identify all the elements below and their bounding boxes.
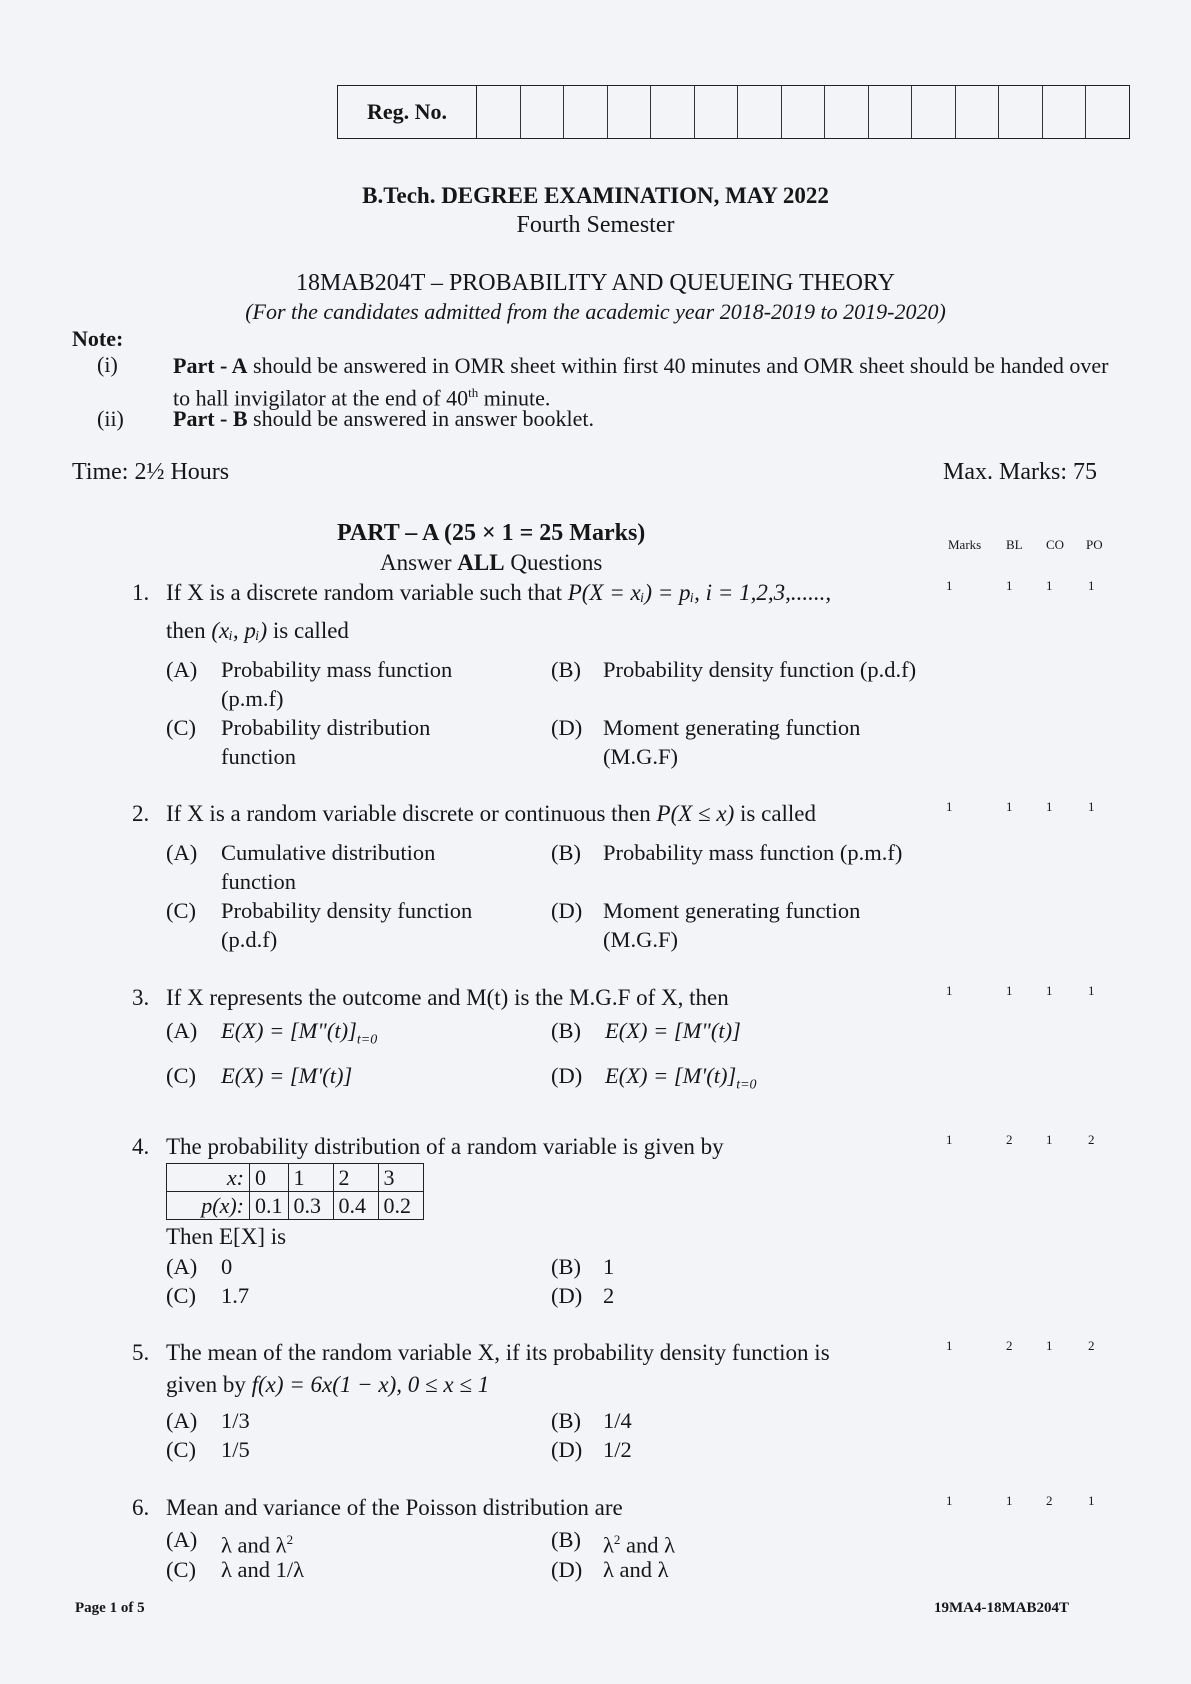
exam-title: B.Tech. DEGREE EXAMINATION, MAY 2022 bbox=[362, 183, 829, 208]
option-math bbox=[605, 1061, 757, 1100]
question-stem-line2 bbox=[166, 618, 349, 644]
option-text: E(X) = [M'(t)] bbox=[605, 1063, 737, 1088]
question-stem-line2 bbox=[166, 1372, 489, 1398]
reg-no-cell bbox=[999, 86, 1043, 138]
note-bold: Part - B bbox=[173, 406, 248, 431]
reg-no-cell bbox=[738, 86, 782, 138]
table-cell: 0.2 bbox=[378, 1192, 423, 1220]
meta-co: 1 bbox=[1046, 799, 1053, 814]
reg-no-label: Reg. No. bbox=[338, 86, 477, 138]
stem-text: is called bbox=[734, 801, 817, 826]
option-text: 1/5 bbox=[221, 1437, 250, 1462]
question-number: 6. bbox=[132, 1495, 150, 1520]
question-stem bbox=[166, 580, 831, 606]
reg-no-cell bbox=[695, 86, 739, 138]
meta-marks: 1 bbox=[946, 1338, 953, 1353]
question-number: 1. bbox=[132, 580, 150, 605]
stem-text: If X is a discrete random variable such that bbox=[166, 580, 568, 605]
option-label: (D) bbox=[551, 715, 583, 740]
option-text: Probability mass function (p.m.f) bbox=[603, 840, 903, 865]
meta-marks: 1 bbox=[946, 1493, 953, 1508]
option-text: λ and 1/λ bbox=[221, 1557, 305, 1582]
option-label: (C) bbox=[166, 898, 196, 923]
part-a-title: PART – A (25 × 1 = 25 Marks) bbox=[337, 520, 646, 546]
question-number: 5. bbox=[132, 1340, 150, 1365]
meta-co: 1 bbox=[1046, 983, 1053, 998]
option-superscript: 2 bbox=[613, 1532, 621, 1547]
table-cell: 2 bbox=[333, 1164, 378, 1192]
stem-math: f(x) = 6x(1 − x), 0 ≤ x ≤ 1 bbox=[251, 1372, 490, 1397]
option-label: (D) bbox=[551, 1557, 583, 1582]
reg-no-cell bbox=[521, 86, 565, 138]
option-label: (C) bbox=[166, 715, 196, 740]
stem-text: If X is a random variable discrete or continuous then bbox=[166, 801, 657, 826]
option-text: E(X) = [M"(t)] bbox=[221, 1018, 357, 1043]
note-text: should be answered in OMR sheet within first 40 minutes and OMR sheet should be handed over to hall invigilator at the end of 40 bbox=[173, 353, 1109, 411]
option-label: (C) bbox=[166, 1283, 196, 1308]
meta-bl: 2 bbox=[1006, 1338, 1013, 1353]
option-superscript: 2 bbox=[286, 1532, 294, 1547]
option-text: E(X) = [M'(t)] bbox=[221, 1063, 353, 1088]
reg-no-cell bbox=[608, 86, 652, 138]
meta-po: 1 bbox=[1088, 1493, 1095, 1508]
reg-no-cell bbox=[477, 86, 521, 138]
part-a-instruction bbox=[380, 550, 602, 576]
stem-math: (xᵢ, pᵢ) bbox=[211, 618, 268, 643]
page-number: Page 1 of 5 bbox=[75, 1600, 145, 1616]
meta-co: 2 bbox=[1046, 1493, 1053, 1508]
question-stem bbox=[166, 801, 816, 827]
question-stem-after: Then E[X] is bbox=[166, 1224, 287, 1249]
note-item bbox=[173, 406, 594, 432]
stem-math: P(X ≤ x) bbox=[656, 801, 735, 826]
question-stem: The probability distribution of a random variable is given by bbox=[166, 1134, 724, 1159]
meta-po: 2 bbox=[1088, 1132, 1095, 1147]
paper-code: 19MA4-18MAB204T bbox=[934, 1600, 1069, 1616]
option-text: 1/4 bbox=[603, 1408, 632, 1433]
probability-table bbox=[166, 1163, 424, 1220]
option-text: 1 bbox=[603, 1254, 615, 1279]
note-text: should be answered in answer booklet. bbox=[247, 406, 594, 431]
option-text: 1/3 bbox=[221, 1408, 250, 1433]
meta-co: 1 bbox=[1046, 1132, 1053, 1147]
reg-no-cell bbox=[956, 86, 1000, 138]
note-bold: Part - A bbox=[173, 353, 248, 378]
question-number: 3. bbox=[132, 985, 150, 1010]
stem-text: is called bbox=[267, 618, 349, 643]
option-text: λ and λ bbox=[221, 1532, 287, 1558]
time-allowed: Time: 2½ Hours bbox=[72, 459, 230, 485]
option-text: Probability distribution function bbox=[221, 715, 431, 769]
instruction-prefix: Answer bbox=[380, 550, 458, 575]
reg-no-cell bbox=[1086, 86, 1129, 138]
col-header-bl: BL bbox=[1006, 537, 1023, 552]
note-heading: Note: bbox=[72, 326, 124, 351]
reg-no-cell bbox=[869, 86, 913, 138]
option-text: Cumulative distribution function bbox=[221, 840, 436, 894]
option-math bbox=[221, 1016, 377, 1055]
option-label: (D) bbox=[551, 1437, 583, 1462]
stem-text: given by bbox=[166, 1372, 252, 1397]
meta-marks: 1 bbox=[946, 799, 953, 814]
col-header-co: CO bbox=[1046, 537, 1065, 552]
reg-no-cell bbox=[651, 86, 695, 138]
option-label: (C) bbox=[166, 1557, 196, 1582]
option-label: (C) bbox=[166, 1063, 196, 1088]
option-text: λ and λ bbox=[603, 1557, 669, 1582]
table-cell: 1 bbox=[288, 1164, 333, 1192]
meta-marks: 1 bbox=[946, 578, 953, 593]
table-cell: 3 bbox=[378, 1164, 423, 1192]
note-item bbox=[173, 352, 1113, 411]
reg-no-cell bbox=[782, 86, 826, 138]
option-text: λ bbox=[603, 1532, 614, 1558]
note-sup: th bbox=[468, 385, 479, 400]
meta-bl: 1 bbox=[1006, 1493, 1013, 1508]
option-text: and λ bbox=[620, 1532, 676, 1558]
option-text: Probability density function (p.d.f) bbox=[603, 657, 917, 682]
option-text: 0 bbox=[221, 1254, 233, 1279]
question-number: 2. bbox=[132, 801, 150, 826]
max-marks: Max. Marks: 75 bbox=[943, 459, 1097, 485]
option-label: (B) bbox=[551, 1527, 581, 1552]
option-label: (A) bbox=[166, 840, 198, 865]
note-text: minute. bbox=[478, 385, 551, 411]
option-label: (B) bbox=[551, 657, 581, 682]
option-text: Moment generating function (M.G.F) bbox=[603, 715, 861, 769]
option-text: Probability mass function (p.m.f) bbox=[221, 657, 453, 711]
meta-marks: 1 bbox=[946, 983, 953, 998]
reg-no-cell bbox=[1043, 86, 1087, 138]
option-label: (B) bbox=[551, 1408, 581, 1433]
option-label: (A) bbox=[166, 657, 198, 682]
stem-text: then bbox=[166, 618, 212, 643]
stem-math: P(X = xᵢ) = pᵢ, i = 1,2,3,......, bbox=[567, 580, 832, 605]
option-label: (D) bbox=[551, 1283, 583, 1308]
reg-no-cell bbox=[564, 86, 608, 138]
option-subscript: t=0 bbox=[736, 1077, 757, 1093]
option-label: (B) bbox=[551, 1018, 581, 1043]
candidates-note: (For the candidates admitted from the academic year 2018-2019 to 2019-2020) bbox=[245, 299, 946, 324]
option-label: (D) bbox=[551, 898, 583, 923]
note-num: (i) bbox=[97, 352, 118, 377]
meta-co: 1 bbox=[1046, 1338, 1053, 1353]
meta-po: 1 bbox=[1088, 578, 1095, 593]
meta-bl: 1 bbox=[1006, 578, 1013, 593]
question-stem: Mean and variance of the Poisson distribution are bbox=[166, 1495, 623, 1520]
meta-marks: 1 bbox=[946, 1132, 953, 1147]
meta-bl: 2 bbox=[1006, 1132, 1013, 1147]
semester: Fourth Semester bbox=[516, 212, 675, 238]
col-header-po: PO bbox=[1086, 537, 1103, 552]
meta-po: 2 bbox=[1088, 1338, 1095, 1353]
question-number: 4. bbox=[132, 1134, 150, 1159]
note-num: (ii) bbox=[97, 406, 124, 431]
meta-po: 1 bbox=[1088, 983, 1095, 998]
meta-co: 1 bbox=[1046, 578, 1053, 593]
option-text: E(X) = [M"(t)] bbox=[605, 1018, 741, 1043]
question-stem: If X represents the outcome and M(t) is the M.G.F of X, then bbox=[166, 985, 729, 1010]
table-header-cell: p(x): bbox=[167, 1192, 250, 1220]
meta-bl: 1 bbox=[1006, 983, 1013, 998]
meta-bl: 1 bbox=[1006, 799, 1013, 814]
reg-no-cell bbox=[825, 86, 869, 138]
reg-no-box bbox=[337, 85, 1130, 139]
course-title: 18MAB204T – PROBABILITY AND QUEUEING THEORY bbox=[296, 270, 895, 296]
table-header-cell: x: bbox=[167, 1164, 250, 1192]
col-header-marks: Marks bbox=[948, 537, 982, 552]
meta-po: 1 bbox=[1088, 799, 1095, 814]
option-label: (B) bbox=[551, 840, 581, 865]
option-text: 1.7 bbox=[221, 1283, 250, 1308]
option-text: Probability density function (p.d.f) bbox=[221, 898, 473, 952]
option-label: (A) bbox=[166, 1018, 198, 1043]
option-label: (B) bbox=[551, 1254, 581, 1279]
table-cell: 0.3 bbox=[288, 1192, 333, 1220]
table-row bbox=[167, 1192, 424, 1220]
table-cell: 0.1 bbox=[250, 1192, 289, 1220]
instruction-bold: ALL bbox=[457, 550, 505, 575]
option-label: (D) bbox=[551, 1063, 583, 1088]
instruction-suffix: Questions bbox=[504, 550, 603, 575]
table-row bbox=[167, 1164, 424, 1192]
question-stem: The mean of the random variable X, if its probability density function is bbox=[166, 1340, 830, 1365]
option-label: (A) bbox=[166, 1254, 198, 1279]
option-subscript: t=0 bbox=[356, 1032, 378, 1048]
option-label: (A) bbox=[166, 1527, 198, 1552]
option-text: 2 bbox=[603, 1283, 615, 1308]
option-label: (C) bbox=[166, 1437, 196, 1462]
table-cell: 0.4 bbox=[333, 1192, 378, 1220]
reg-no-cell bbox=[912, 86, 956, 138]
option-text: Moment generating function (M.G.F) bbox=[603, 898, 861, 952]
option-label: (A) bbox=[166, 1408, 198, 1433]
option-text: 1/2 bbox=[603, 1437, 632, 1462]
table-cell: 0 bbox=[250, 1164, 289, 1192]
